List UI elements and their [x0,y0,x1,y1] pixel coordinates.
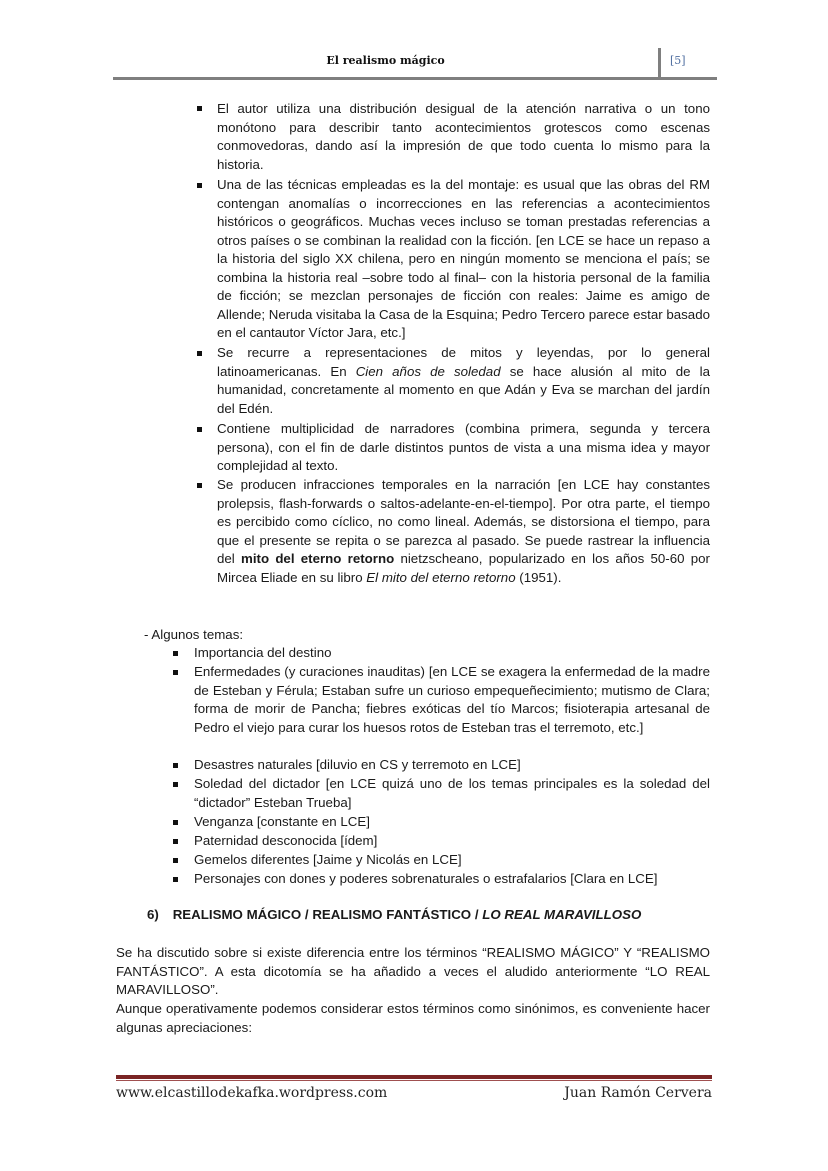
footer-website[interactable]: www.elcastillodekafka.wordpress.com [116,1085,388,1101]
theme-item: Importancia del destino [194,645,332,660]
section-paragraph: Aunque operativamente podemos considerar estos términos como sinónimos, es conveniente hacer algunas apreciaciones: [116,1001,710,1035]
theme-item: Desastres naturales [diluvio en CS y terremoto en LCE] [194,757,521,772]
section-number: 6) [147,907,159,922]
bullet-icon [197,483,202,488]
bullet-icon [173,670,178,675]
section-heading-italic: LO REAL MARAVILLOSO [482,907,642,922]
technique-item: Una de las técnicas empleadas es la del montaje: es usual que las obras del RM contengan anomalías o incorrecciones en las referencias a acontecimientos históricos o geográficos. Muchas veces incluso se toman prestadas referencias a otros países o se combinan la realidad con la ficción. [en LCE se hace un repaso a la historia del siglo XX chilena, pero en ningún momento se menciona el país; se combina la historia real –sobre todo al final– con la historia personal de la familia de ficción; se mezclan personajes de ficción con reales: Jaime es amigo de Allende; Neruda visitaba la Casa de la Esquina; Pedro Tercero parece estar basado en el cantautor Víctor Jara, etc.] [217,177,710,340]
header-title: El realismo mágico [326,54,445,67]
page-number: [5] [670,54,686,67]
theme-item: Gemelos diferentes [Jaime y Nicolás en LCE] [194,852,462,867]
theme-item: Soledad del dictador [en LCE quizá uno de los temas principales es la soledad del “dictador” Esteban Trueba] [194,776,710,810]
section-heading: 6) REALISMO MÁGICO / REALISMO FANTÁSTICO / LO REAL MARAVILLOSO [147,906,641,925]
footer-rule-thin [116,1080,712,1081]
footer-rule [116,1075,712,1079]
key-concept: mito del eterno retorno [241,551,395,566]
bullet-icon [173,820,178,825]
theme-item: Enfermedades (y curaciones inauditas) [en LCE se exagera la enfermedad de la madre de Esteban y Férula; Estaban sufre un curioso empequeñecimiento; mutismo de Clara; forma de morir de Pancha; fiebres exóticas del tío Marcos; fisioterapia artesanal de Pedro el viejo para curar los huesos rotos de Esteban tras el terremoto, etc.] [194,664,710,735]
footer-author: Juan Ramón Cervera [564,1085,712,1101]
bullet-icon [173,651,178,656]
technique-item: Se recurre a representaciones de mitos y leyendas, por lo general latinoamericanas. En Cien años de soledad se hace alusión al mito de la humanidad, concretamente al momento en que Adán y Eva se marchan del jardín del Edén. [217,345,710,416]
page-header [113,48,717,80]
theme-item: Paternidad desconocida [ídem] [194,833,378,848]
technique-item: Se producen infracciones temporales en la narración [en LCE hay constantes prolepsis, flash-forwards o saltos-adelante-en-el-tiempo]. Por otra parte, el tiempo es percibido como cíclico, no como lineal. Además, se distorsiona el tiempo, para que el presente se repita o se parezca al pasado. Se puede rastrear la influencia del mito del eterno retorno nietzscheano, popularizado en los años 50-60 por Mircea Eliade en su libro El mito del eterno retorno (1951). [217,477,710,585]
bullet-icon [173,782,178,787]
themes-intro: - Algunos temas: [144,627,244,642]
bullet-icon [173,839,178,844]
bullet-icon [197,106,202,111]
bullet-icon [173,877,178,882]
bullet-icon [197,427,202,432]
bullet-icon [173,763,178,768]
bullet-icon [197,351,202,356]
theme-item: Venganza [constante en LCE] [194,814,370,829]
bullet-icon [173,858,178,863]
book-title: El mito del eterno retorno [366,569,516,585]
theme-item: Personajes con dones y poderes sobrenaturales o estrafalarios [Clara en LCE] [194,871,658,886]
technique-item: El autor utiliza una distribución desigual de la atención narrativa o un tono monótono para describir tanto acontecimientos grotescos como escenas conmovedoras, dando así la impresión de que todo cuenta lo mismo para la historia. [217,101,710,172]
book-title: Cien años de soledad [355,363,501,379]
header-divider-vertical [658,48,661,79]
bullet-icon [197,183,202,188]
header-rule [113,77,717,80]
technique-item: Contiene multiplicidad de narradores (combina primera, segunda y tercera persona), con el fin de darle distintos puntos de vista a una misma idea y mayor complejidad al texto. [217,421,710,473]
section-paragraph: Se ha discutido sobre si existe diferencia entre los términos “REALISMO MÁGICO” Y “REALISMO FANTÁSTICO”. A esta dicotomía se ha añadido a veces el aludido anteriormente “LO REAL MARAVILLOSO”. [116,945,710,997]
